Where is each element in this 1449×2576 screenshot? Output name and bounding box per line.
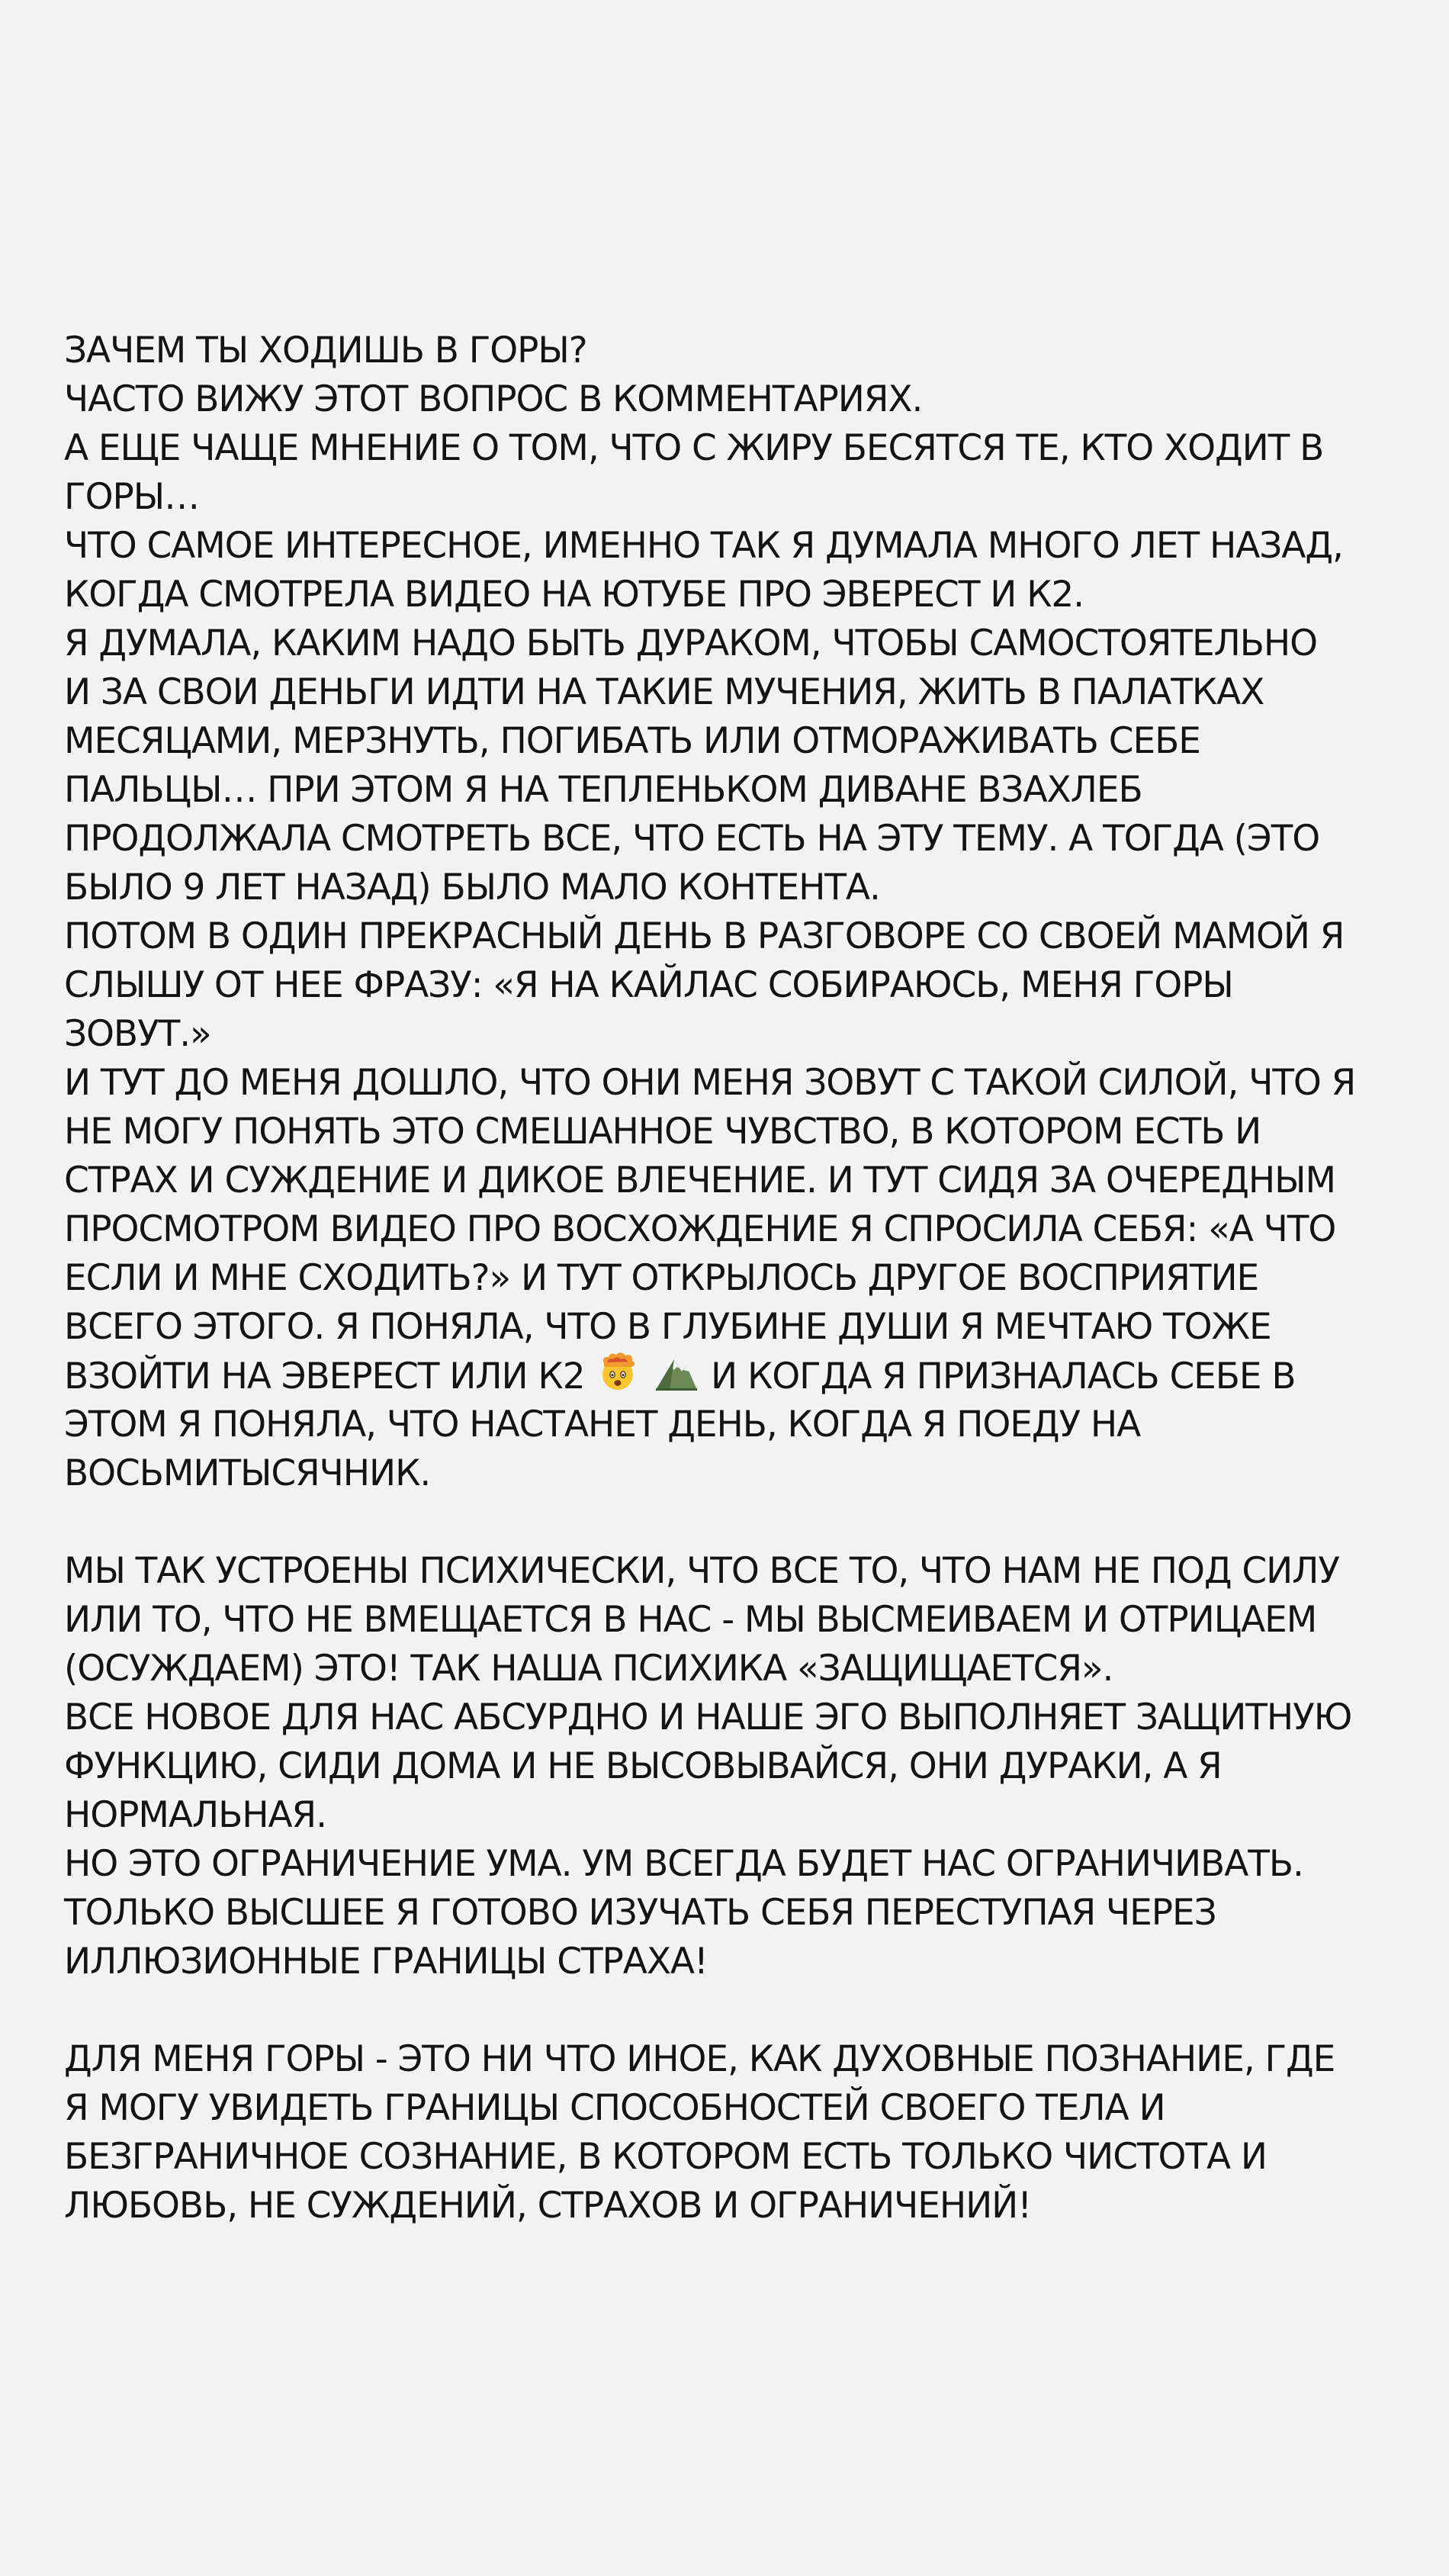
- text-line: А ЕЩЕ ЧАЩЕ МНЕНИЕ О ТОМ, ЧТО С ЖИРУ БЕСЯТСЯ ТЕ, КТО ХОДИТ В: [64, 427, 1324, 469]
- paragraph-gap: [64, 1986, 1422, 2035]
- text-line: ЧАСТО ВИЖУ ЭТОТ ВОПРОС В КОММЕНТАРИЯХ.: [64, 378, 923, 420]
- text-line: МЫ ТАК УСТРОЕНЫ ПСИХИЧЕСКИ, ЧТО ВСЕ ТО, ЧТО НАМ НЕ ПОД СИЛУ: [64, 1550, 1339, 1592]
- paragraph-gap: [64, 1498, 1422, 1547]
- story-text: [64, 326, 1422, 2230]
- text-line: И ТУТ ДО МЕНЯ ДОШЛО, ЧТО ОНИ МЕНЯ ЗОВУТ С ТАКОЙ СИЛОЙ, ЧТО Я: [64, 1062, 1356, 1104]
- text-line: ВСЕГО ЭТОГО. Я ПОНЯЛА, ЧТО В ГЛУБИНЕ ДУШИ Я МЕЧТАЮ ТОЖЕ: [64, 1306, 1271, 1348]
- mountain-icon: [654, 1352, 699, 1393]
- text-line: НО ЭТО ОГРАНИЧЕНИЕ УМА. УМ ВСЕГДА БУДЕТ НАС ОГРАНИЧИВАТЬ.: [64, 1843, 1303, 1885]
- text-line: ДЛЯ МЕНЯ ГОРЫ - ЭТО НИ ЧТО ИНОЕ, КАК ДУХОВНЫЕ ПОЗНАНИЕ, ГДЕ: [64, 2038, 1335, 2080]
- text-segment: ВЗОЙТИ НА ЭВЕРЕСТ ИЛИ К2: [64, 1356, 585, 1397]
- text-line: ПАЛЬЦЫ… ПРИ ЭТОМ Я НА ТЕПЛЕНЬКОМ ДИВАНЕ ВЗАХЛЕБ: [64, 769, 1142, 811]
- text-line: ВОСЬМИТЫСЯЧНИК.: [64, 1452, 431, 1494]
- text-line: И ЗА СВОИ ДЕНЬГИ ИДТИ НА ТАКИЕ МУЧЕНИЯ, ЖИТЬ В ПАЛАТКАХ: [64, 671, 1264, 713]
- text-line: НОРМАЛЬНАЯ.: [64, 1794, 326, 1836]
- text-line: СЛЫШУ ОТ НЕЕ ФРАЗУ: «Я НА КАЙЛАС СОБИРАЮСЬ, МЕНЯ ГОРЫ: [64, 964, 1233, 1006]
- text-line: Я МОГУ УВИДЕТЬ ГРАНИЦЫ СПОСОБНОСТЕЙ СВОЕГО ТЕЛА И: [64, 2087, 1165, 2129]
- text-line: СТРАХ И СУЖДЕНИЕ И ДИКОЕ ВЛЕЧЕНИЕ. И ТУТ СИДЯ ЗА ОЧЕРЕДНЫМ: [64, 1159, 1335, 1201]
- text-line: ПРОДОЛЖАЛА СМОТРЕТЬ ВСЕ, ЧТО ЕСТЬ НА ЭТУ ТЕМУ. А ТОГДА (ЭТО: [64, 818, 1320, 860]
- text-line: ЗОВУТ.»: [64, 1013, 211, 1055]
- text-line: ПОТОМ В ОДИН ПРЕКРАСНЫЙ ДЕНЬ В РАЗГОВОРЕ СО СВОЕЙ МАМОЙ Я: [64, 915, 1345, 957]
- text-line: ЧТО САМОЕ ИНТЕРЕСНОЕ, ИМЕННО ТАК Я ДУМАЛА МНОГО ЛЕТ НАЗАД,: [64, 525, 1343, 567]
- text-line: ИЛИ ТО, ЧТО НЕ ВМЕЩАЕТСЯ В НАС - МЫ ВЫСМЕИВАЕМ И ОТРИЦАЕМ: [64, 1599, 1317, 1641]
- text-line: Я ДУМАЛА, КАКИМ НАДО БЫТЬ ДУРАКОМ, ЧТОБЫ САМОСТОЯТЕЛЬНО: [64, 622, 1318, 664]
- text-line: БЕЗГРАНИЧНОЕ СОЗНАНИЕ, В КОТОРОМ ЕСТЬ ТОЛЬКО ЧИСТОТА И: [64, 2136, 1267, 2178]
- text-line: ЛЮБОВЬ, НЕ СУЖДЕНИЙ, СТРАХОВ И ОГРАНИЧЕНИЙ!: [64, 2185, 1031, 2227]
- text-line: ЕСЛИ И МНЕ СХОДИТЬ?» И ТУТ ОТКРЫЛОСЬ ДРУГОЕ ВОСПРИЯТИЕ: [64, 1257, 1259, 1299]
- text-line: БЫЛО 9 ЛЕТ НАЗАД) БЫЛО МАЛО КОНТЕНТА.: [64, 867, 880, 909]
- text-line: ВСЕ НОВОЕ ДЛЯ НАС АБСУРДНО И НАШЕ ЭГО ВЫПОЛНЯЕТ ЗАЩИТНУЮ: [64, 1696, 1352, 1738]
- text-line: ЗАЧЕМ ТЫ ХОДИШЬ В ГОРЫ?: [64, 330, 587, 371]
- text-line: ГОРЫ…: [64, 476, 199, 518]
- text-line: ИЛЛЮЗИОННЫЕ ГРАНИЦЫ СТРАХА!: [64, 1941, 708, 1983]
- text-line: ТОЛЬКО ВЫСШЕЕ Я ГОТОВО ИЗУЧАТЬ СЕБЯ ПЕРЕСТУПАЯ ЧЕРЕЗ: [64, 1892, 1216, 1934]
- text-line: ФУНКЦИЮ, СИДИ ДОМА И НЕ ВЫСОВЫВАЙСЯ, ОНИ ДУРАКИ, А Я: [64, 1745, 1222, 1787]
- text-line: НЕ МОГУ ПОНЯТЬ ЭТО СМЕШАННОЕ ЧУВСТВО, В КОТОРОМ ЕСТЬ И: [64, 1111, 1261, 1153]
- text-line: ПРОСМОТРОМ ВИДЕО ПРО ВОСХОЖДЕНИЕ Я СПРОСИЛА СЕБЯ: «А ЧТО: [64, 1208, 1336, 1250]
- text-line: (ОСУЖДАЕМ) ЭТО! ТАК НАША ПСИХИКА «ЗАЩИЩАЕТСЯ».: [64, 1648, 1113, 1690]
- paragraph-3: [64, 2035, 1422, 2230]
- paragraph-1: [64, 326, 1422, 1498]
- text-segment: И КОГДА Я ПРИЗНАЛАСЬ СЕБЕ В: [711, 1356, 1296, 1397]
- text-line: МЕСЯЦАМИ, МЕРЗНУТЬ, ПОГИБАТЬ ИЛИ ОТМОРАЖИВАТЬ СЕБЕ: [64, 720, 1200, 762]
- paragraph-2: [64, 1547, 1422, 1986]
- text-line: ЭТОМ Я ПОНЯЛА, ЧТО НАСТАНЕТ ДЕНЬ, КОГДА Я ПОЕДУ НА: [64, 1404, 1141, 1446]
- text-line: КОГДА СМОТРЕЛА ВИДЕО НА ЮТУБЕ ПРО ЭВЕРЕСТ И К2.: [64, 574, 1084, 616]
- text-line-with-emoji: [64, 1352, 1422, 1401]
- exploding-head-icon: [596, 1352, 641, 1393]
